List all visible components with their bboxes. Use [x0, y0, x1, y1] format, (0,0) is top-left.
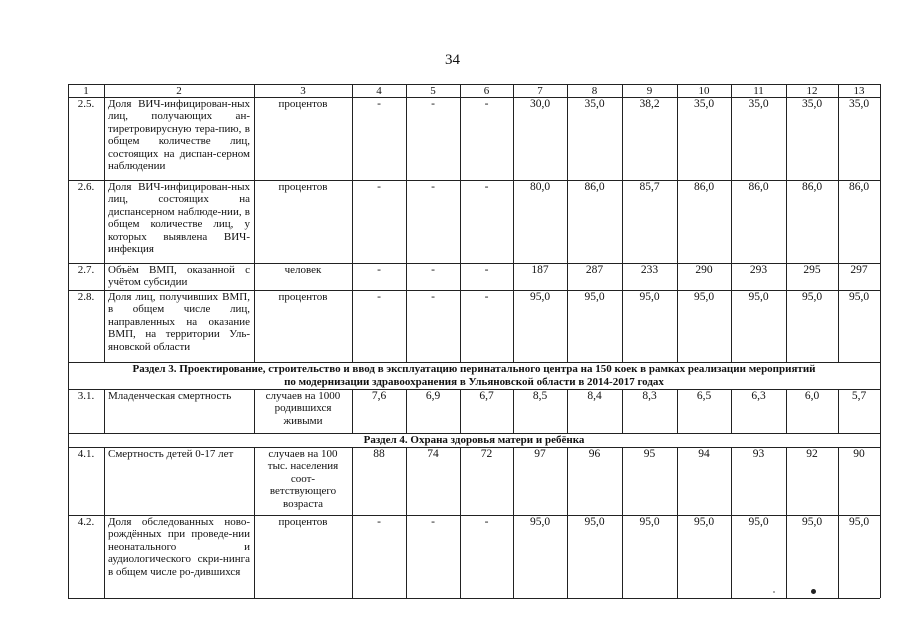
section-title: Раздел 3. Проектирование, строительство и ввод в эксплуатацию перинатального центра на 150 коек в рамках реализации мероприятий	[132, 363, 816, 375]
column-number: 2	[176, 85, 182, 97]
section-title-cont: по модернизации здравоохранения в Ульяновской области в 2014-2017 годах	[284, 376, 664, 388]
value-cell: 95,0	[748, 516, 769, 528]
column-number: 10	[698, 85, 710, 97]
value-cell: -	[377, 98, 381, 110]
value-cell: -	[484, 516, 489, 528]
value-cell: 95,0	[848, 291, 870, 303]
value-cell: -	[377, 291, 381, 303]
value-cell: 95,0	[848, 516, 870, 528]
value-cell: 80,0	[529, 181, 551, 193]
indicator-name: Доля ВИЧ-инфицирован-ных лиц, получающих ан-тиретровирусную тера-пию, в общем количестве лиц, состоящих на диспан-серном наблюдении	[108, 98, 250, 173]
value-cell: 35,0	[584, 98, 605, 110]
indicator-name: Доля обследованных ново-рождённых при проведе-нии неонатального и аудиологического скри-нинга в общем числе ро-дившихся	[108, 516, 250, 578]
value-cell: 7,6	[371, 390, 387, 402]
value-cell: 95,0	[584, 516, 605, 528]
value-cell: 88	[373, 448, 385, 460]
value-cell: 30,0	[529, 98, 551, 110]
value-cell: 95,0	[639, 291, 660, 303]
column-number: 12	[806, 85, 818, 97]
value-cell: 287	[585, 264, 604, 276]
value-cell: -	[431, 264, 435, 276]
value-cell: 295	[803, 264, 821, 276]
unit: процентов	[278, 516, 328, 528]
value-cell: -	[377, 516, 381, 528]
value-cell: 86,0	[748, 181, 769, 193]
column-number: 7	[537, 85, 543, 97]
page-number: 34	[445, 52, 460, 68]
value-cell: 72	[480, 448, 493, 460]
value-cell: 86,0	[848, 181, 870, 193]
indicator-name: Младенческая смертность	[108, 390, 232, 402]
value-cell: 35,0	[748, 98, 769, 110]
indicator-name: Объём ВМП, оказанной с учётом субсидии	[108, 264, 250, 289]
unit: процентов	[278, 181, 328, 193]
value-cell: 95,0	[801, 291, 823, 303]
unit: человек	[284, 264, 322, 276]
value-cell: 95,0	[639, 516, 660, 528]
unit: случаев на 1000 родившихся живыми	[265, 390, 341, 427]
value-cell: 92	[806, 448, 818, 460]
value-cell: 35,0	[801, 98, 823, 110]
column-number: 6	[483, 85, 490, 97]
column-number: 4	[376, 85, 382, 97]
value-cell: 86,0	[693, 181, 715, 193]
column-number: 13	[853, 85, 865, 97]
section-title: Раздел 4. Охрана здоровья матери и ребёнка	[363, 434, 585, 446]
value-cell: -	[484, 264, 489, 276]
value-cell: -	[377, 181, 381, 193]
value-cell: 90	[853, 448, 865, 460]
value-cell: 8,5	[532, 390, 548, 402]
column-number: 11	[753, 85, 764, 97]
value-cell: -	[484, 291, 489, 303]
row-number: 2.8.	[77, 291, 95, 303]
value-cell: 96	[588, 448, 601, 460]
value-cell: 35,0	[848, 98, 870, 110]
value-cell: 8,3	[642, 390, 657, 402]
value-cell: 86,0	[801, 181, 823, 193]
value-cell: 95,0	[693, 291, 715, 303]
value-cell: 95,0	[693, 516, 715, 528]
row-number: 3.1.	[77, 390, 95, 402]
value-cell: -	[484, 181, 489, 193]
row-number: 2.6.	[77, 181, 95, 193]
column-number: 8	[591, 85, 598, 97]
value-cell: 8,4	[587, 390, 602, 402]
unit: процентов	[278, 98, 328, 110]
column-number: 9	[646, 85, 653, 97]
value-cell: 95,0	[529, 516, 551, 528]
value-cell: 6,7	[479, 390, 494, 402]
value-cell: 6,3	[751, 390, 766, 402]
value-cell: -	[431, 516, 435, 528]
indicator-name: Доля лиц, получивших ВМП, в общем числе лиц, направленных на оказание ВМП, на территории Уль-яновской области	[108, 291, 250, 353]
unit: случаев на 100 тыс. населения соот-ветствующего возраста	[267, 448, 339, 510]
value-cell: 93	[752, 448, 765, 460]
value-cell: -	[431, 291, 435, 303]
value-cell: 293	[749, 264, 768, 276]
indicator-name: Смертность детей 0-17 лет	[108, 448, 234, 460]
value-cell: 74	[427, 448, 439, 460]
value-cell: 95,0	[748, 291, 769, 303]
value-cell: 95,0	[529, 291, 551, 303]
value-cell: 95	[643, 448, 656, 460]
unit: процентов	[278, 291, 328, 303]
scan-dot-mark	[811, 589, 816, 594]
scan-speck-mark	[773, 591, 775, 593]
value-cell: 233	[640, 264, 659, 276]
value-cell: 6,9	[425, 390, 441, 402]
value-cell: 95,0	[801, 516, 823, 528]
value-cell: -	[431, 98, 435, 110]
value-cell: 85,7	[639, 181, 660, 193]
value-cell: 6,5	[696, 390, 712, 402]
value-cell: 94	[698, 448, 710, 460]
value-cell: 297	[850, 264, 868, 276]
value-cell: -	[377, 264, 381, 276]
column-number: 5	[430, 85, 436, 97]
value-cell: 6,0	[804, 390, 820, 402]
indicator-name: Доля ВИЧ-инфицирован-ных лиц, состоящих на диспансерном наблюде-нии, в общем количестве лиц, у которых выявлена ВИЧ-инфекция	[108, 181, 250, 256]
value-cell: 5,7	[851, 390, 867, 402]
value-cell: 95,0	[584, 291, 605, 303]
column-number: 3	[300, 85, 306, 97]
row-number: 2.7.	[77, 264, 95, 276]
value-cell: -	[484, 98, 489, 110]
row-number: 4.1.	[77, 448, 95, 460]
value-cell: 97	[534, 448, 546, 460]
value-cell: 290	[695, 264, 713, 276]
value-cell: 38,2	[639, 98, 660, 110]
row-number: 2.5.	[77, 98, 95, 110]
value-cell: 86,0	[584, 181, 605, 193]
value-cell: -	[431, 181, 435, 193]
column-number: 1	[83, 85, 89, 97]
value-cell: 35,0	[693, 98, 715, 110]
value-cell: 187	[531, 264, 549, 276]
row-number: 4.2.	[77, 516, 95, 528]
